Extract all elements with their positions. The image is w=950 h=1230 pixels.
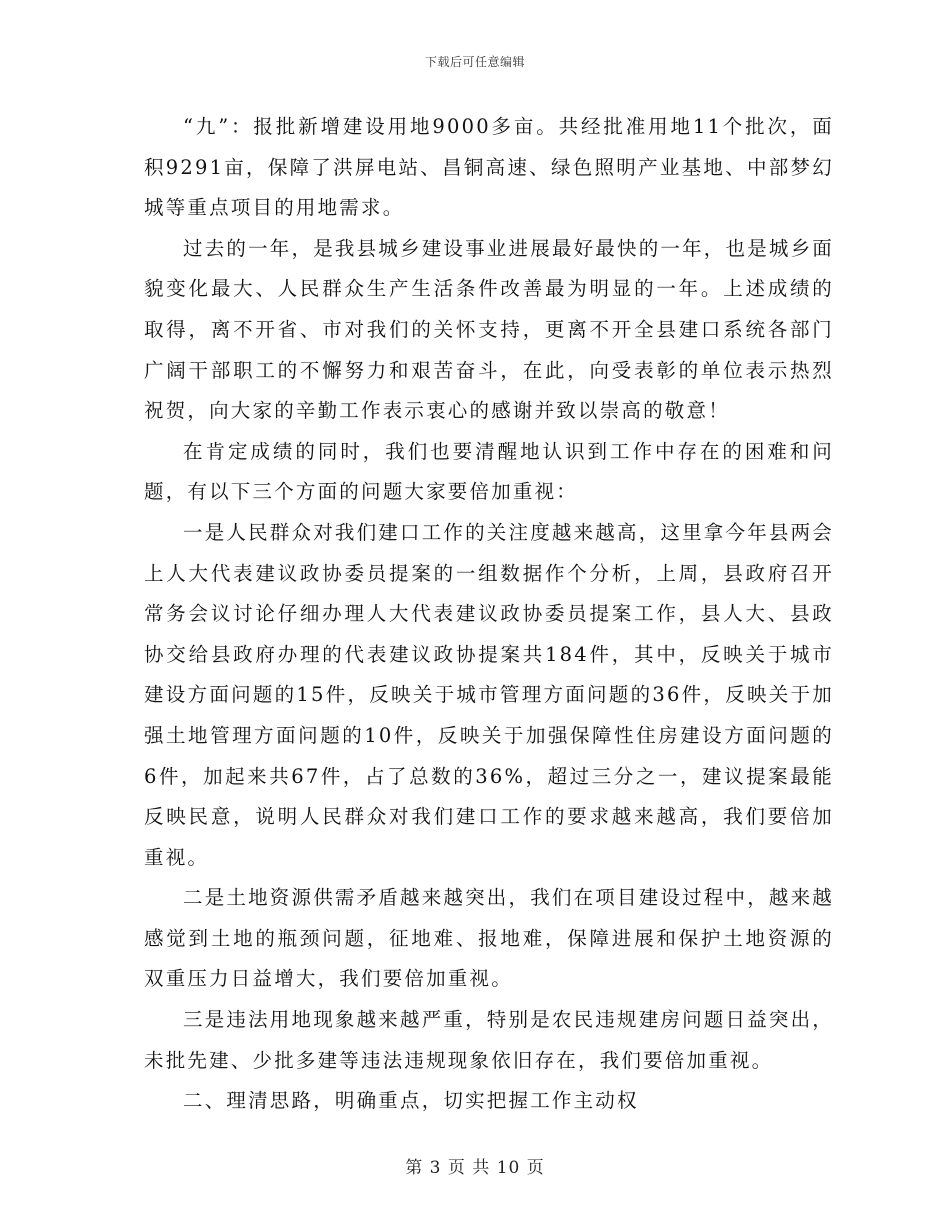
paragraph-problem-two: 二是土地资源供需矛盾越来越突出，我们在项目建设过程中，越来越感觉到土地的瓶颈问题，征地难、报地难，保障进展和保护土地资源的双重压力日益增大，我们要倍加重视。	[144, 886, 835, 991]
section-heading-two: 二、理清思路，明确重点，切实把握工作主动权	[183, 1089, 639, 1113]
paragraph-problem-three: 三是违法用地现象越来越严重，特别是农民违规建房问题日益突出，未批先建、少批多建等违法违规现象依旧存在，我们要倍加重视。	[144, 1008, 835, 1072]
paragraph-problems-intro: 在肯定成绩的同时，我们也要清醒地认识到工作中存在的困难和问题，有以下三个方面的问题大家要倍加重视：	[144, 439, 834, 504]
paragraph-past-year-summary: 过去的一年，是我县城乡建设事业进展最好最快的一年，也是城乡面貌变化最大、人民群众生产生活条件改善最为明显的一年。上述成绩的取得，离不开省、市对我们的关怀支持，更离不开全县建口系统各部门广阔干部职工的不懈努力和艰苦奋斗，在此，向受表彰的单位表示热烈祝贺，向大家的辛勤工作表示衷心的感谢并致以崇高的敬意！	[144, 236, 835, 423]
page-header-note: 下载后可任意编辑	[424, 55, 525, 69]
document-body	[144, 107, 834, 1122]
paragraph-land-approval: “九”：报批新增建设用地9000多亩。共经批准用地11个批次，面积9291亩，保障了洪屏电站、昌铜高速、绿色照明产业基地、中部梦幻城等重点项目的用地需求。	[144, 115, 834, 220]
page-number-footer: 第 3 页 共 10 页	[405, 1158, 545, 1178]
paragraph-problem-one: 一是人民群众对我们建口工作的关注度越来越高，这里拿今年县两会上人大代表建议政协委员提案的一组数据作个分析，上周，县政府召开常务会议讨论仔细办理人大代表建议政协委员提案工作，县人大、县政协交给县政府办理的代表建议政协提案共184件，其中，反映关于城市建设方面问题的15件，反映关于城市管理方面问题的36件，反映关于加强土地管理方面问题的10件，反映关于加强保障性住房建设方面问题的6件，加起来共67件，占了总数的36%，超过三分之一，建议提案最能反映民意，说明人民群众对我们建口工作的要求越来越高，我们要倍加重视。	[144, 520, 835, 869]
